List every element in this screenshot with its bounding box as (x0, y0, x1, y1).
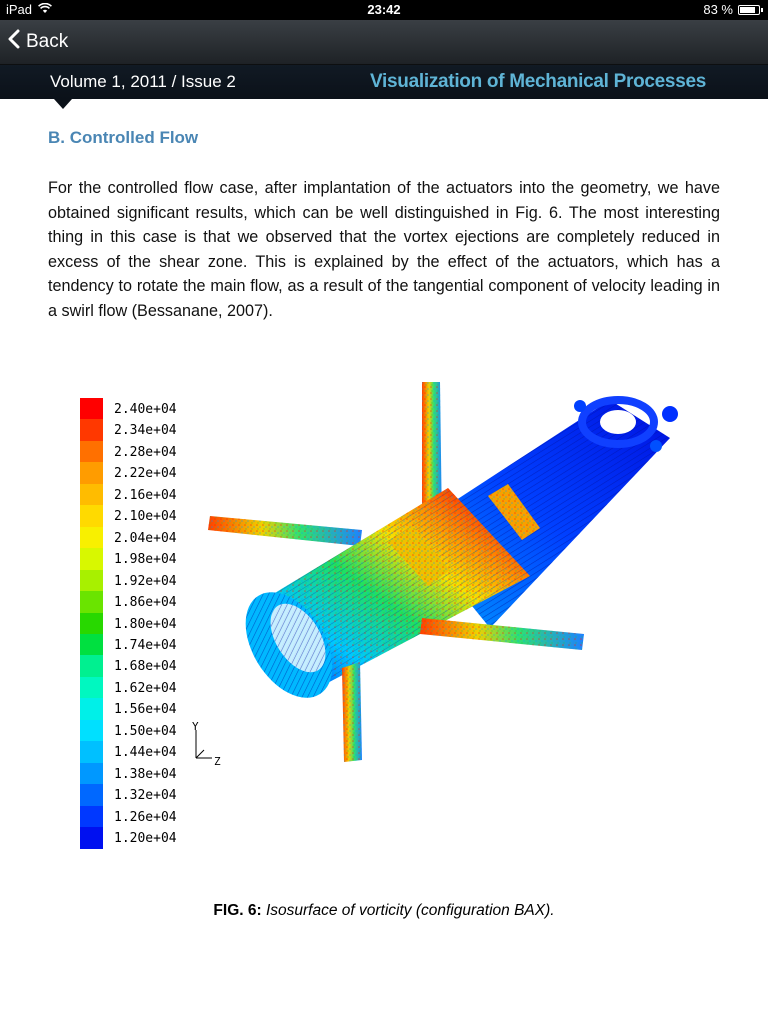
battery-percent: 83 % (703, 2, 733, 17)
legend-label: 2.04e+04 (114, 530, 177, 546)
legend-label: 2.10e+04 (114, 509, 177, 525)
caption-label: FIG. 6: (213, 902, 262, 919)
legend-label: 2.34e+04 (114, 423, 177, 439)
legend-label: 1.80e+04 (114, 616, 177, 632)
legend-label: 1.62e+04 (114, 680, 177, 696)
status-bar (0, 0, 768, 20)
legend-label: 1.50e+04 (114, 723, 177, 739)
figure-6 (70, 380, 700, 850)
legend-label: 2.28e+04 (114, 444, 177, 460)
device-name: iPad (6, 2, 33, 17)
legend-label: 2.16e+04 (114, 487, 177, 503)
axis-y-label: Y (192, 720, 199, 733)
header-pointer (54, 99, 72, 109)
left-vane (208, 516, 362, 546)
legend-label: 1.44e+04 (114, 745, 177, 761)
legend-label: 2.40e+04 (114, 402, 177, 417)
series-title: Visualization of Mechanical Processes (370, 71, 706, 92)
caption-title: Isosurface of vorticity (configuration BAX). (265, 902, 555, 919)
vorticity-isosurface-image (70, 380, 700, 850)
legend-label: 1.32e+04 (114, 788, 177, 804)
navigation-bar (0, 20, 768, 65)
lower-vane (342, 662, 362, 762)
status-time: 23:42 (367, 2, 401, 17)
legend-label: 1.20e+04 (114, 831, 177, 846)
battery-icon (738, 5, 760, 15)
axes-icon (196, 730, 212, 758)
journal-header (0, 65, 768, 99)
section-heading: B. Controlled Flow (48, 128, 199, 147)
legend-label: 1.74e+04 (114, 637, 177, 653)
legend-label: 1.98e+04 (114, 552, 177, 568)
back-button[interactable] (8, 28, 68, 56)
legend-label: 1.68e+04 (114, 659, 177, 675)
issue-label: Volume 1, 2011 / Issue 2 (50, 72, 236, 91)
legend-label: 1.26e+04 (114, 809, 177, 825)
chevron-left-icon (8, 29, 20, 55)
legend-label: 1.56e+04 (114, 702, 177, 718)
legend-label: 1.92e+04 (114, 573, 177, 589)
legend-label: 1.86e+04 (114, 595, 177, 611)
axis-z-label: Z (214, 755, 221, 768)
right-vane (420, 618, 584, 650)
legend-label: 1.38e+04 (114, 766, 177, 782)
body-paragraph: For the controlled flow case, after implantation of the actuators into the geometry, we have obtained significant results, which can be well distinguished in Fig. 6. The most interesting thing in this case is that we observed that the vortex ejections are completely reduced in excess of the shear zone. This is explained by the effect of the actuators, which has a tendency to rotate the main flow, as a result of the tangential component of velocity leading in a swirl flow (Bessanane, 2007). (48, 179, 720, 320)
back-label: Back (26, 31, 69, 52)
figure-caption (0, 902, 768, 920)
legend-label: 2.22e+04 (114, 466, 177, 482)
